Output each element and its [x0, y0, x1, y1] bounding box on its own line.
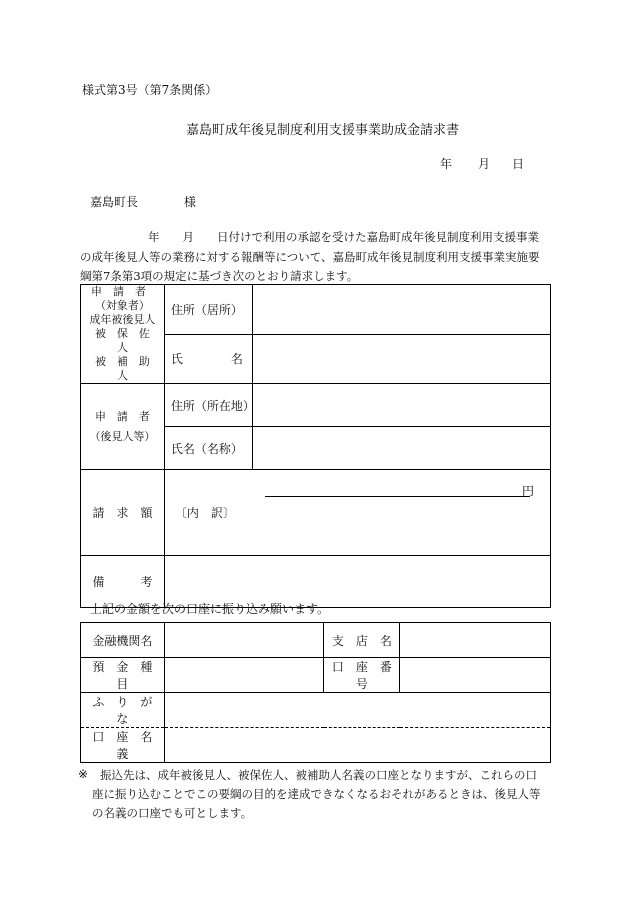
guardian-address-field[interactable]	[252, 384, 550, 427]
document-title: 嘉島町成年後見制度利用支援事業助成金請求書	[186, 123, 460, 138]
date-year: 年	[440, 157, 453, 171]
addressee-name: 嘉島町長	[90, 195, 139, 209]
holder-label: 口 座 名 義	[81, 728, 165, 763]
intro-line-1: 年 月 日付けで利用の承認を受けた嘉島町成年後見制度利用支援事業	[148, 230, 539, 244]
note-mark: ※	[78, 767, 89, 781]
addressee-honorific: 様	[184, 195, 197, 209]
branch-label: 支 店 名	[324, 623, 400, 658]
subject-label-line5: 被 補 助 人	[94, 355, 161, 382]
subject-address-label: 住所（居所）	[164, 285, 252, 335]
bank-table	[80, 622, 551, 763]
holder-field[interactable]	[164, 728, 550, 763]
intro-line-3: 綱第7条第3項の規定に基づき次のとおり請求します。	[80, 269, 359, 283]
applicant-table	[80, 284, 551, 608]
guardian-label-line2: （後見人等）	[89, 429, 156, 443]
date-day: 日	[512, 157, 525, 171]
intro-line-2: の成年後見人等の業務に対する報酬等について、嘉島町成年後見制度利用支援事業実施要	[80, 250, 540, 264]
bank-intro: 上記の金額を次の口座に振り込み願います。	[90, 602, 330, 616]
date-month: 月	[478, 157, 491, 171]
subject-label-line2: （対象者）	[94, 299, 150, 312]
subject-name-field[interactable]	[252, 334, 550, 384]
institution-label: 金融機関名	[81, 623, 165, 658]
claim-breakdown: 〔内 訳〕	[174, 506, 235, 520]
account-number-field[interactable]	[400, 658, 551, 693]
note-line-1: 振込先は、成年被後見人、被保佐人、被補助人名義の口座となりますが、これらの口	[100, 768, 537, 782]
account-number-label: 口 座 番 号	[324, 658, 400, 693]
applicant-guardian-label	[81, 384, 165, 470]
institution-field[interactable]	[164, 623, 324, 658]
applicant-subject-label	[81, 285, 165, 384]
subject-name-label: 氏 名	[164, 334, 252, 384]
form-number: 様式第3号（第7条関係）	[82, 83, 218, 97]
furigana-field[interactable]	[164, 693, 550, 728]
guardian-name-label: 氏名（名称）	[164, 427, 252, 470]
note-line-3: の名義の口座でも可とします。	[92, 806, 253, 820]
subject-address-field[interactable]	[252, 285, 550, 335]
note-line-2: 座に振り込むことでこの要綱の目的を達成できなくなるおそれがあるときは、後見人等	[92, 787, 541, 801]
furigana-label: ふ り が な	[81, 693, 165, 728]
branch-field[interactable]	[400, 623, 551, 658]
claim-currency: 円	[521, 484, 534, 498]
remarks-label: 備 考	[81, 556, 165, 608]
claim-amount-cell[interactable]	[164, 470, 550, 556]
subject-label-line4: 被 保 佐 人	[94, 327, 161, 354]
deposit-type-label: 預 金 種 目	[81, 658, 165, 693]
guardian-name-field[interactable]	[252, 427, 550, 470]
subject-label-line1: 申 請 者	[91, 285, 146, 298]
guardian-label-line1: 申 請 者	[94, 409, 150, 423]
subject-label-line3: 成年被後見人	[89, 313, 156, 326]
claim-amount-line	[265, 496, 530, 497]
deposit-type-field[interactable]	[164, 658, 324, 693]
claim-label: 請 求 額	[81, 470, 165, 556]
guardian-address-label: 住所（所在地）	[164, 384, 252, 427]
